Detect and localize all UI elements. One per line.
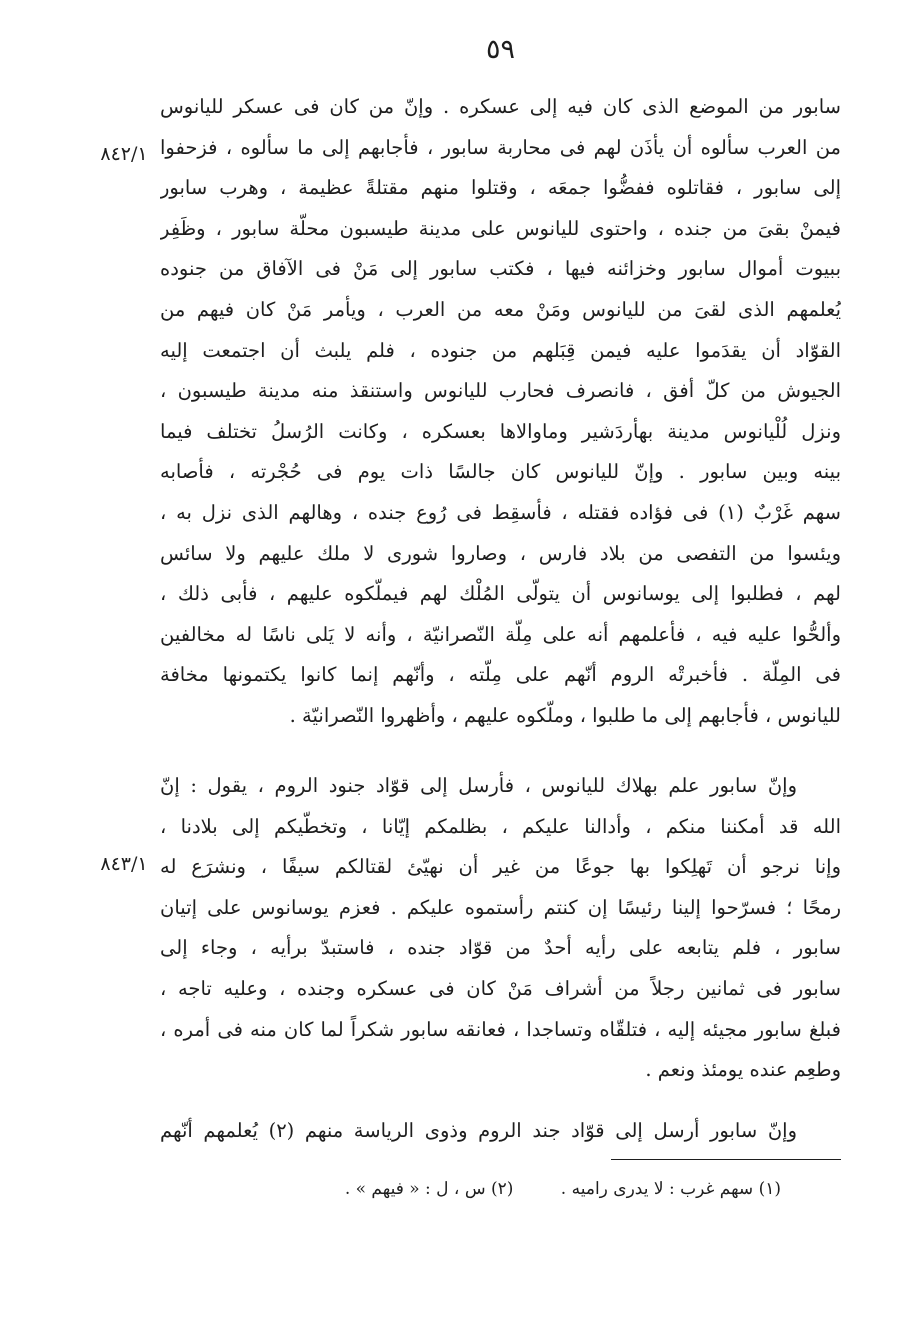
text-line: فيمنْ بقىَ من جنده ، واحتوى لليانوس على مدينة طيسبون محلّة سابور ، وظَفِر bbox=[160, 216, 841, 240]
footnote: (٢) س ، ل : « فيهم » . bbox=[344, 1179, 514, 1199]
text-line: سابور من الموضع الذى كان فيه إلى عسكره . وإنّ من كان فى عسكر لليانوس bbox=[160, 95, 841, 118]
text-line: يُعلمهم الذى لقىَ من لليانوس ومَنْ معه من العرب ، ويأمر مَنْ كان فيهم من bbox=[160, 297, 841, 321]
text-line: بينه وبين سابور . وإنّ لليانوس كان جالسًا ذات يوم فى حُجْرته ، فأصابه bbox=[160, 460, 841, 484]
page-number: ٥٩ bbox=[485, 34, 515, 65]
text-line: وإنّ سابور علم بهلاك لليانوس ، فأرسل إلى قوّاد جنود الروم ، يقول : إنّ bbox=[160, 774, 797, 797]
footnote: (١) سهم غرب : لا يدرى راميه . bbox=[560, 1179, 781, 1199]
margin-note: ٨٤٣/١ bbox=[100, 853, 148, 875]
paragraph bbox=[160, 1111, 841, 1152]
text-line: القوّاد أن يقدَموا عليه فيمن قِبَلهم من جنوده ، فلم يلبث أن اجتمعت إليه bbox=[160, 338, 841, 362]
text-line: سهم غَرْبٌ (١) فى فؤاده فقتله ، فأسقِط فى رُوع جنده ، وهالهم الذى نزل به ، bbox=[160, 500, 841, 524]
text-line: من العرب سألوه أن يأذَن لهم فى محاربة سابور ، فأجابهم إلى ما سألوه ، فزحفوا bbox=[160, 135, 841, 159]
text-line: الله قد أمكننا منكم ، وأدالنا عليكم ، بظلمكم إيّانا ، وتخطّيكم إلى بلادنا ، bbox=[160, 814, 841, 838]
text-line: فى المِلّة . فأخبرتْه الروم أنّهم على مِلّته ، وأنّهم إنما كانوا يكتمونها مخافة bbox=[160, 663, 841, 687]
text-line: رمحًا ؛ فسرّحوا إلينا رئيسًا إن كنتم رأستموه عليكم . فعزم يوسانوس على إتيان bbox=[160, 895, 841, 919]
text-line: ببيوت أموال سابور وخزائنه فيها ، فكتب سابور إلى مَنْ فى الآفاق من جنوده bbox=[160, 257, 841, 281]
paragraph bbox=[160, 766, 841, 1091]
text-line: سابور ، فلم يتابعه على رأيه أحدٌ من قوّاد جنده ، فاستبدّ برأيه ، وجاء إلى bbox=[160, 936, 841, 960]
text-line: وألحُّوا عليه فيه ، فأعلمهم أنه على مِلّة النّصرانيّة ، وأنه لا يَلى ناسًا له مخالفين bbox=[160, 622, 841, 646]
text-line: وطعِم عنده يومئذ ونعم . bbox=[645, 1058, 841, 1082]
text-line: لليانوس ، فأجابهم إلى ما طلبوا ، وملّكوه عليهم ، وأظهروا النّصرانيّة . bbox=[289, 703, 841, 727]
footnotes bbox=[160, 1174, 781, 1204]
text-line: وإنا نرجو أن تَهلِكوا بها جوعًا من غير أن نهيّئ لقتالكم سيفًا ، ونشرَع له bbox=[160, 855, 841, 879]
text-line: سابور فى ثمانين رجلاً من أشراف مَنْ كان فى عسكره وجنده ، وعليه تاجه ، bbox=[160, 976, 841, 1000]
text-line: الجيوش من كلّ أفق ، فانصرف فحارب لليانوس واستنقذ منه مدينة طيسبون ، bbox=[160, 379, 841, 403]
text-line: إلى سابور ، فقاتلوه ففضُّوا جمعَه ، وقتلوا منهم مقتلةً عظيمة ، وهرب سابور bbox=[160, 176, 841, 200]
paragraph bbox=[160, 87, 841, 737]
text-line: لهم ، فطلبوا إلى يوسانوس أن يتولّى المُلْك لهم فيملّكوه عليهم ، فأبى ذلك ، bbox=[160, 582, 841, 606]
text-line: ونزل لُلْيانوس مدينة بهأردَشير وماوالاها بعسكره ، وكانت الرُسلُ تختلف فيما bbox=[160, 419, 841, 443]
text-line: وإنّ سابور أرسل إلى قوّاد جند الروم وذوى الرياسة منهم (٢) يُعلمهم أنّهم bbox=[160, 1119, 797, 1142]
footnote-divider bbox=[611, 1159, 841, 1160]
text-line: ويئسوا من التفصى من بلاد فارس ، وصاروا شورى لا ملك عليهم ولا سائس bbox=[160, 541, 841, 565]
text-line: فبلغ سابور مجيئه إليه ، فتلقّاه وتساجدا ، فعانقه سابور شكراً لما كان منه فى أمره ، bbox=[160, 1017, 841, 1041]
margin-note: ٨٤٢/١ bbox=[100, 143, 148, 165]
